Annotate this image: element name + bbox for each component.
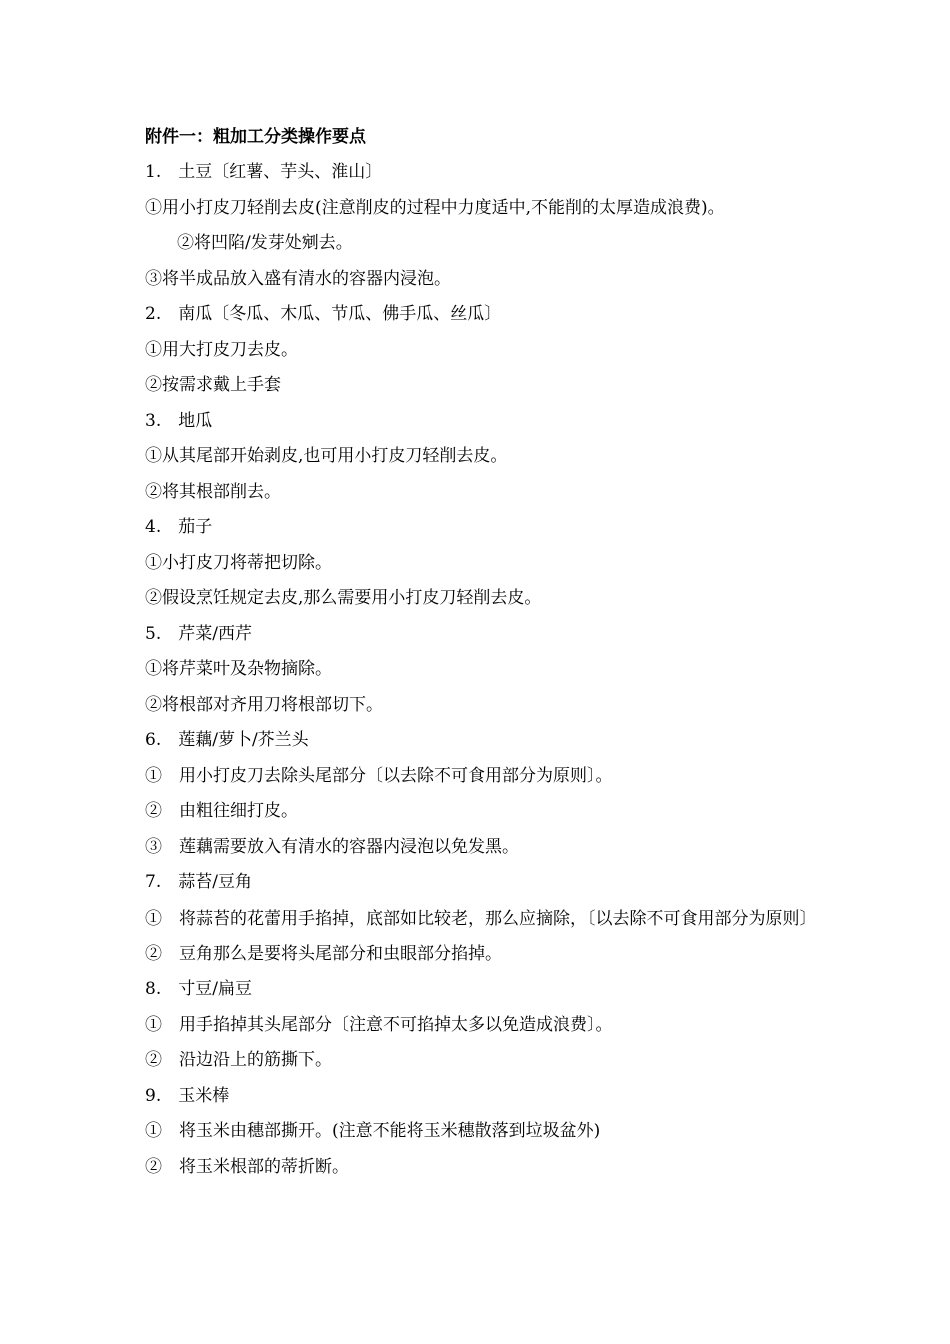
section-heading: 7. 蒜苔/豆角 — [145, 872, 252, 892]
section-heading: 9. 玉米棒 — [145, 1085, 230, 1106]
list-item: ②按需求戴上手套 — [145, 375, 281, 395]
document-body — [145, 120, 825, 1185]
list-item: ③将半成品放入盛有清水的容器内浸泡。 — [145, 268, 451, 289]
list-item: ①将芹菜叶及杂物摘除。 — [145, 659, 332, 679]
document-title: 附件一：粗加工分类操作要点 — [145, 127, 366, 147]
list-item: ②将凹陷/发芽处剜去。 — [177, 233, 353, 253]
section-heading: 6. 莲藕/萝卜/芥兰头 — [145, 730, 309, 750]
list-item: ② 由粗往细打皮。 — [145, 801, 298, 821]
list-item: ①从其尾部开始剥皮,也可用小打皮刀轻削去皮。 — [145, 446, 508, 466]
list-item: ② 豆角那么是要将头尾部分和虫眼部分掐掉。 — [145, 943, 502, 964]
section-heading: 2. 南瓜〔冬瓜、木瓜、节瓜、佛手瓜、丝瓜〕 — [145, 304, 502, 324]
section-heading: 4. 茄子 — [145, 517, 213, 537]
list-item: ① 将玉米由穗部撕开。(注意不能将玉米穗散落到垃圾盆外) — [145, 1121, 601, 1141]
section-heading: 5. 芹菜/西芹 — [145, 623, 252, 644]
list-item: ②将根部对齐用刀将根部切下。 — [145, 694, 383, 715]
list-item: ③ 莲藕需要放入有清水的容器内浸泡以免发黑。 — [145, 836, 519, 857]
section-heading: 8. 寸豆/扁豆 — [145, 979, 252, 999]
list-item: ②将其根部削去。 — [145, 481, 281, 502]
list-item: ①用小打皮刀轻削去皮(注意削皮的过程中力度适中,不能削的太厚造成浪费)。 — [145, 197, 725, 218]
list-item: ① 用手掐掉其头尾部分〔注意不可掐掉太多以免造成浪费〕。 — [145, 1014, 613, 1035]
list-item: ② 将玉米根部的蒂折断。 — [145, 1156, 349, 1177]
list-item: ② 沿边沿上的筋撕下。 — [145, 1050, 332, 1070]
list-item: ①用大打皮刀去皮。 — [145, 339, 298, 360]
list-item: ①小打皮刀将蒂把切除。 — [145, 552, 332, 573]
list-item: ① 用小打皮刀去除头尾部分〔以去除不可食用部分为原则〕。 — [145, 765, 613, 786]
list-item: ②假设烹饪规定去皮,那么需要用小打皮刀轻削去皮。 — [145, 588, 542, 608]
section-heading: 1. 土豆〔红薯、芋头、淮山〕 — [145, 162, 383, 182]
section-heading: 3. 地瓜 — [145, 410, 213, 431]
list-item: ① 将蒜苔的花蕾用手掐掉，底部如比较老，那么应摘除，〔以去除不可食用部分为原则〕 — [145, 908, 817, 929]
